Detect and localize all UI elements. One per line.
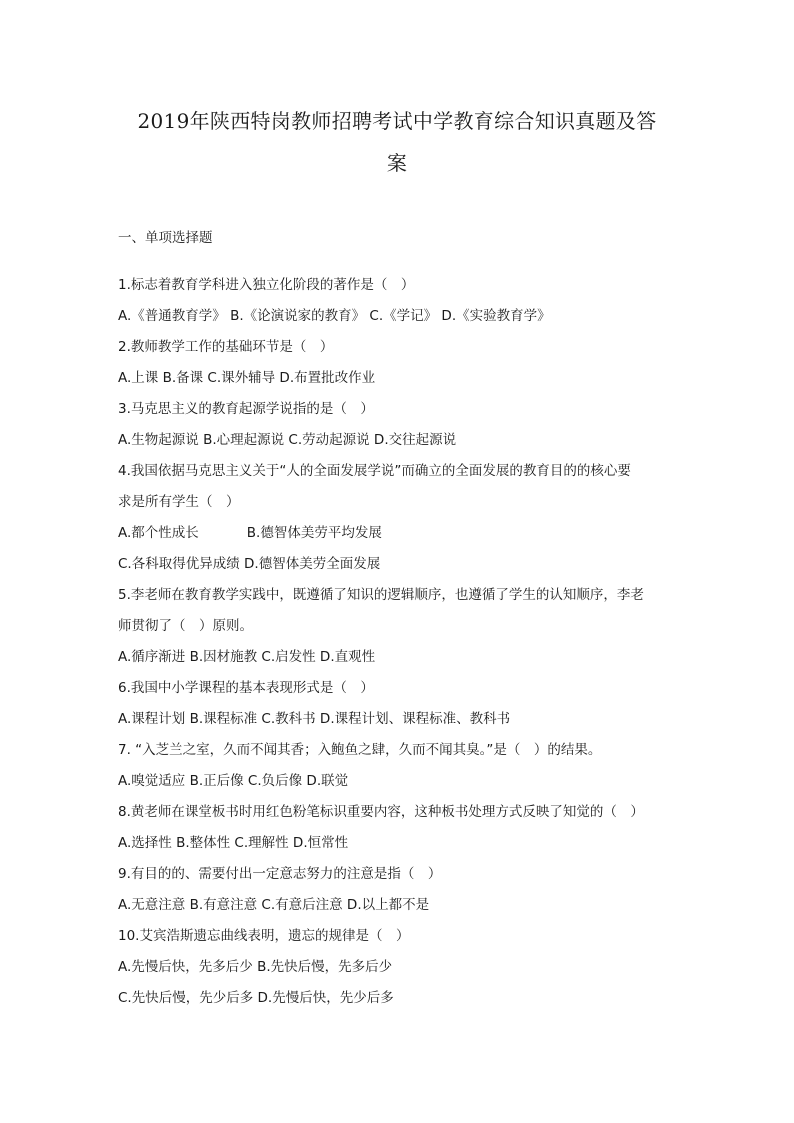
answer-options: C.各科取得优异成绩 D.德智体美劳全面发展 <box>118 556 381 572</box>
option-b: B.德智体美劳平均发展 <box>246 525 382 541</box>
question-text: 3.马克思主义的教育起源学说指的是（ ） <box>118 401 374 417</box>
answer-options: A.课程计划 B.课程标准 C.教科书 D.课程计划、课程标准、教科书 <box>118 711 511 727</box>
question-text: 5.李老师在教育教学实践中，既遵循了知识的逻辑顺序，也遵循了学生的认知顺序，李老 <box>118 587 644 603</box>
question-text: 6.我国中小学课程的基本表现形式是（ ） <box>118 680 374 696</box>
question-text: 10.艾宾浩斯遗忘曲线表明，遗忘的规律是（ ） <box>118 928 410 944</box>
document-title-continued: 案 <box>386 151 408 175</box>
answer-options: C.先快后慢，先少后多 D.先慢后快，先少后多 <box>118 990 394 1006</box>
question-text-continued: 师贯彻了（ ）原则。 <box>118 618 253 634</box>
answer-options <box>118 523 678 554</box>
question-text: 9.有目的的、需要付出一定意志努力的注意是指（ ） <box>118 866 442 882</box>
answer-options: A.嗅觉适应 B.正后像 C.负后像 D.联觉 <box>118 773 349 789</box>
question-text: 4.我国依据马克思主义关于“人的全面发展学说”而确立的全面发展的教育目的的核心要 <box>118 463 631 479</box>
answer-options: A.选择性 B.整体性 C.理解性 D.恒常性 <box>118 835 349 851</box>
option-a: A.都个性成长 <box>118 525 199 541</box>
question-text-continued: 求是所有学生（ ） <box>118 494 240 510</box>
document-title: 2019年陕西特岗教师招聘考试中学教育综合知识真题及答 <box>137 109 657 133</box>
section-heading: 一、单项选择题 <box>118 230 213 246</box>
answer-options: A.先慢后快，先多后少 B.先快后慢，先多后少 <box>118 959 393 975</box>
answer-options: A.生物起源说 B.心理起源说 C.劳动起源说 D.交往起源说 <box>118 432 457 448</box>
answer-options: A.循序渐进 B.因材施教 C.启发性 D.直观性 <box>118 649 376 665</box>
answer-options: A.无意注意 B.有意注意 C.有意后注意 D.以上都不是 <box>118 897 430 913</box>
question-text: 7. “入芝兰之室，久而不闻其香；入鲍鱼之肆，久而不闻其臭。”是（ ）的结果。 <box>118 742 602 758</box>
answer-options: A.上课 B.备课 C.课外辅导 D.布置批改作业 <box>118 370 376 386</box>
question-text: 1.标志着教育学科进入独立化阶段的著作是（ ） <box>118 277 415 293</box>
question-text: 2.教师教学工作的基础环节是（ ） <box>118 339 334 355</box>
question-text: 8.黄老师在课堂板书时用红色粉笔标识重要内容，这种板书处理方式反映了知觉的（ ） <box>118 804 644 820</box>
question-list <box>118 275 678 1019</box>
answer-options: A.《普通教育学》 B.《论演说家的教育》 C.《学记》 D.《实验教育学》 <box>118 308 551 324</box>
